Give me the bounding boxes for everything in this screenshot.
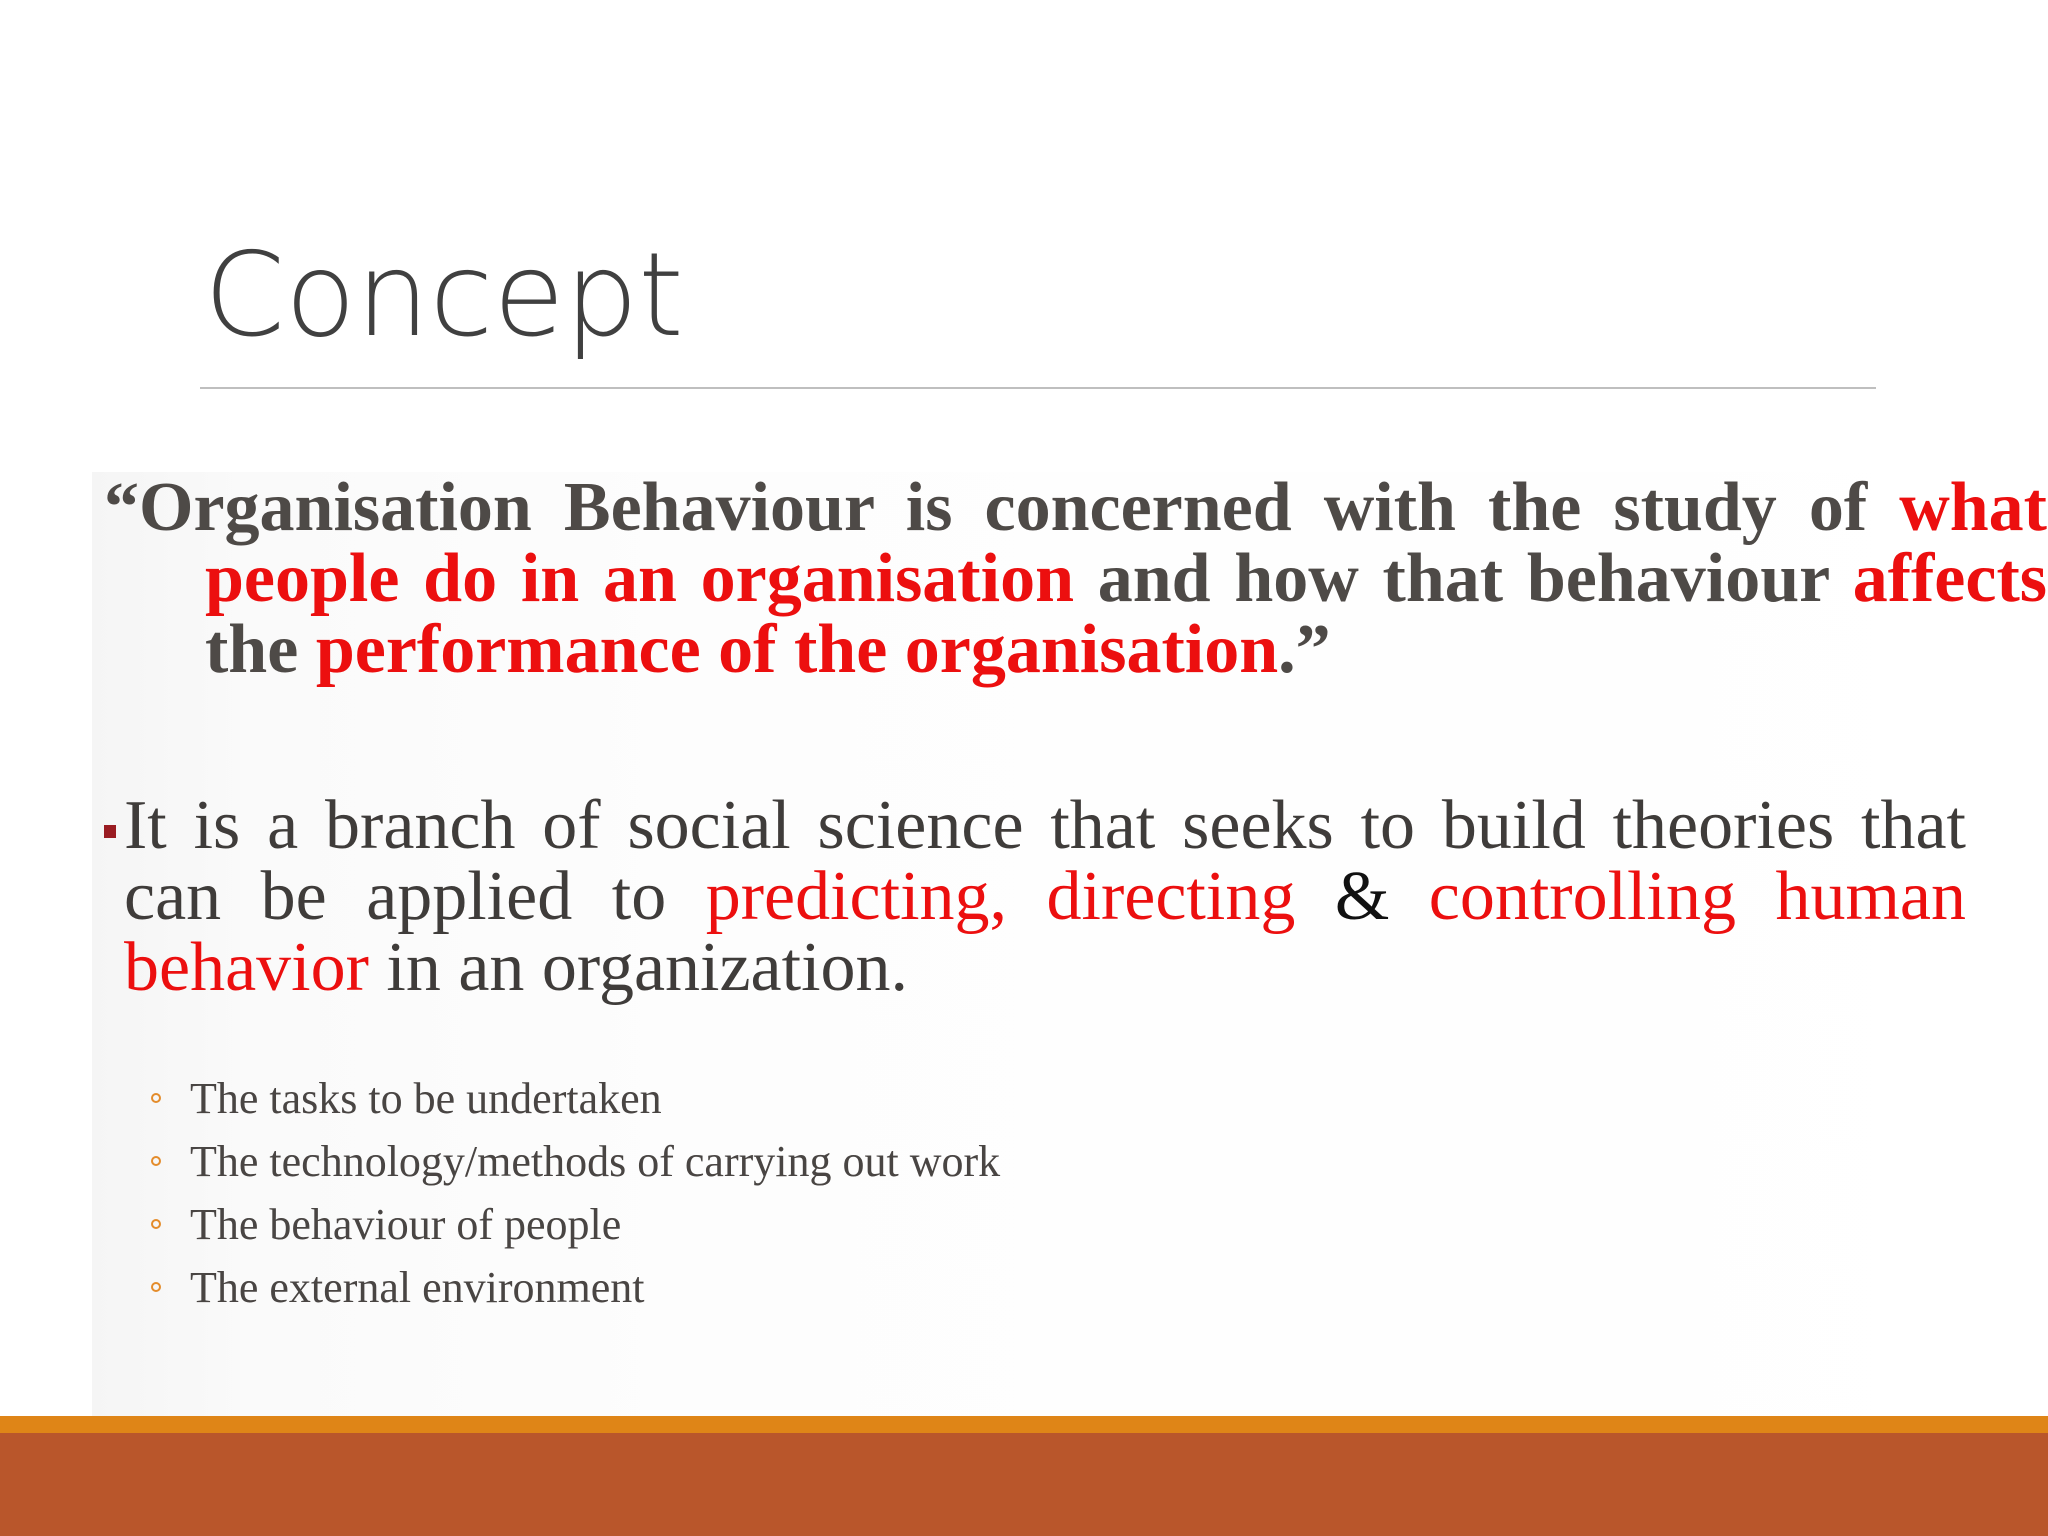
definition-highlight-2: affects [1852, 540, 2047, 617]
footer-accent-stripe [0, 1416, 2048, 1433]
circle-bullet-icon [151, 1219, 161, 1229]
definition-highlight-1: what people do in an organisation [205, 469, 2047, 617]
main-point-connector: & [1295, 858, 1429, 935]
title-divider [200, 387, 1876, 389]
main-point-text-2: in an organization. [368, 929, 909, 1006]
sub-point-text: The external environment [190, 1263, 645, 1312]
main-bullet-point [104, 787, 1966, 1006]
main-point-text-1: It is a branch of social science that seeks to build theories that can be applied to [124, 787, 1966, 935]
sub-points-list [148, 1067, 1000, 1319]
sub-point-text: The tasks to be undertaken [190, 1074, 662, 1123]
definition-text-3: the [205, 611, 316, 688]
sub-point-text: The technology/methods of carrying out work [190, 1137, 1001, 1186]
definition-quote [104, 469, 2047, 688]
main-point-highlight-1: predicting, directing [705, 858, 1296, 935]
sub-point-item [148, 1256, 1000, 1319]
definition-text-4: .” [1278, 611, 1331, 688]
definition-text-2: and how that behaviour [1074, 540, 1853, 617]
slide-title: Concept [204, 228, 684, 363]
definition-highlight-3: performance of the organisation [315, 611, 1279, 688]
main-point-highlight-2: controlling human behavior [124, 858, 1966, 1006]
circle-bullet-icon [151, 1282, 161, 1292]
square-bullet-icon [104, 825, 116, 838]
circle-bullet-icon [151, 1156, 161, 1166]
circle-bullet-icon [151, 1093, 161, 1103]
sub-point-text: The behaviour of people [190, 1200, 622, 1249]
sub-point-item [148, 1193, 1000, 1256]
sub-point-item [148, 1130, 1000, 1193]
footer-band [0, 1433, 2048, 1536]
definition-text-1: “Organisation Behaviour is concerned with the study of [104, 469, 1900, 546]
sub-point-item [148, 1067, 1000, 1130]
